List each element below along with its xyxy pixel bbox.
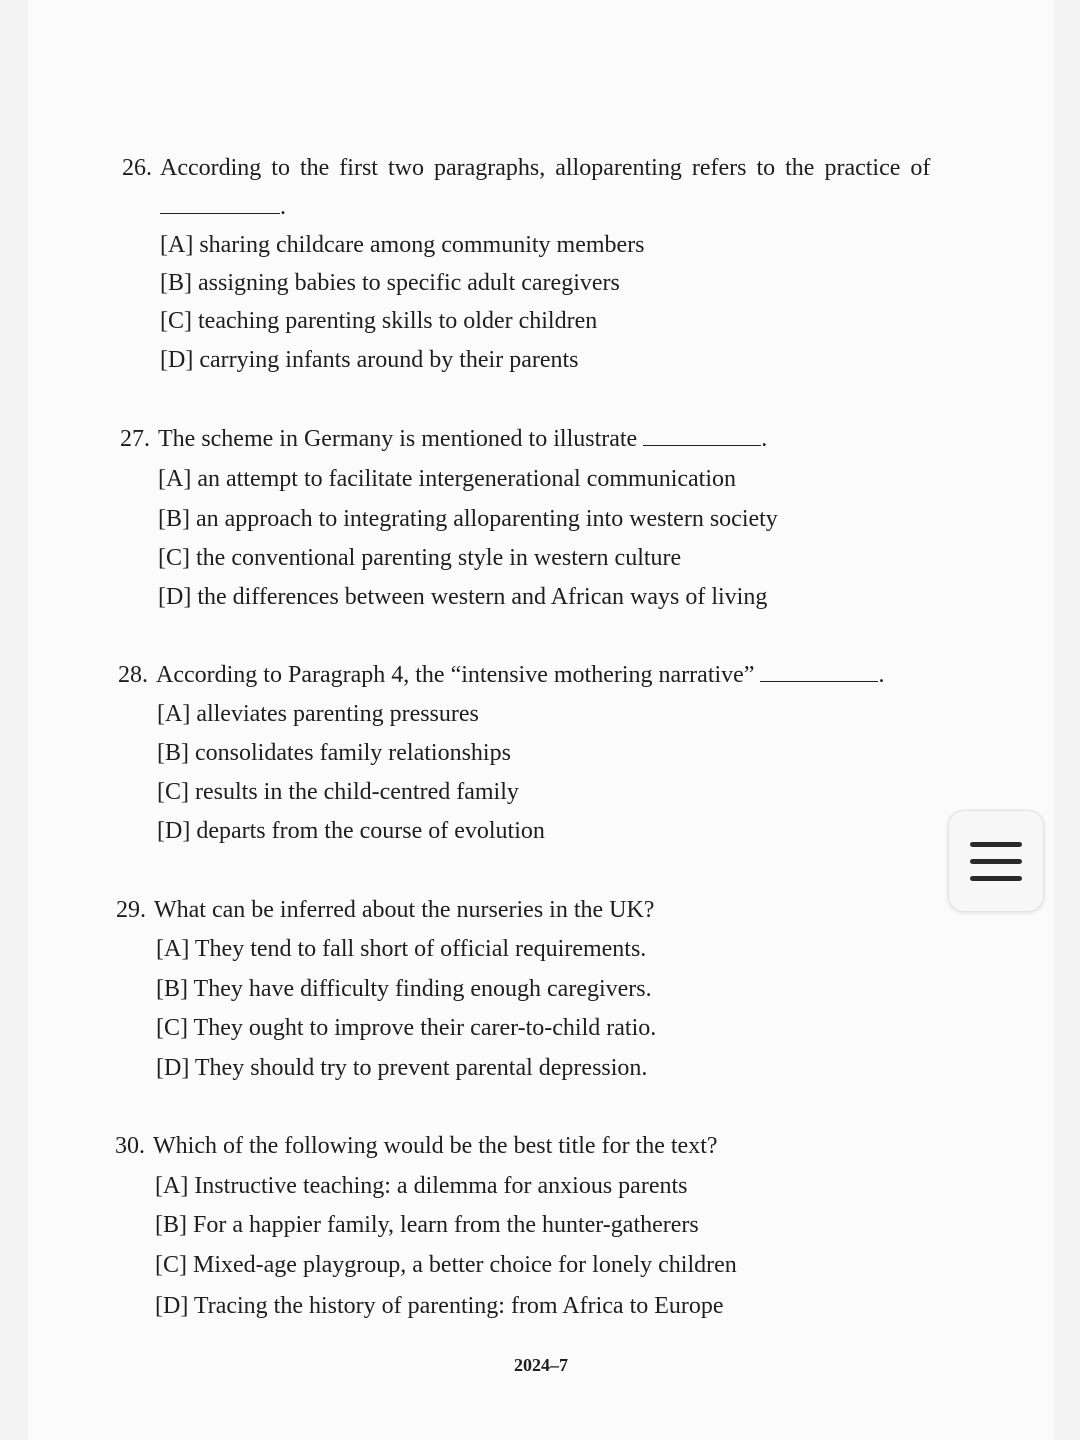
answer-blank bbox=[160, 193, 280, 214]
question-27-option-c: [C] the conventional parenting style in western culture bbox=[158, 545, 682, 571]
page-number: 2024–7 bbox=[514, 1355, 568, 1375]
answer-blank bbox=[643, 425, 761, 446]
question-27-option-b: [B] an approach to integrating alloparenting into western society bbox=[158, 506, 778, 532]
answer-blank bbox=[760, 661, 878, 682]
question-26-option-a: [A] sharing childcare among community members bbox=[160, 232, 645, 258]
menu-button[interactable] bbox=[948, 810, 1044, 912]
question-27-option-d: [D] the differences between western and African ways of living bbox=[158, 584, 768, 610]
question-28-stem: 28. According to Paragraph 4, the “intensive mothering narrative” . bbox=[118, 662, 885, 688]
question-26-option-b: [B] assigning babies to specific adult caregivers bbox=[160, 270, 620, 296]
question-30-option-d: [D] Tracing the history of parenting: from Africa to Europe bbox=[155, 1293, 724, 1319]
hamburger-menu-icon bbox=[970, 876, 1022, 881]
question-30-option-a: [A] Instructive teaching: a dilemma for anxious parents bbox=[155, 1173, 688, 1199]
question-29-stem: 29. What can be inferred about the nurseries in the UK? bbox=[116, 897, 655, 923]
question-30-stem: 30. Which of the following would be the best title for the text? bbox=[115, 1133, 718, 1159]
question-29-option-b: [B] They have difficulty finding enough caregivers. bbox=[156, 976, 652, 1002]
question-26-blank-line: . bbox=[160, 192, 286, 222]
question-27-option-a: [A] an attempt to facilitate intergenerational communication bbox=[158, 466, 737, 492]
question-28-option-c: [C] results in the child-centred family bbox=[157, 779, 519, 805]
document-page bbox=[28, 0, 1054, 1440]
question-30-option-b: [B] For a happier family, learn from the hunter-gatherers bbox=[155, 1212, 699, 1238]
question-28-option-a: [A] alleviates parenting pressures bbox=[157, 701, 479, 727]
question-28-option-b: [B] consolidates family relationships bbox=[157, 740, 511, 766]
question-30-option-c: [C] Mixed-age playgroup, a better choice for lonely children bbox=[155, 1252, 737, 1278]
question-26-stem: 26. According to the first two paragraphs, alloparenting refers to the practice of bbox=[122, 155, 931, 181]
question-29-option-a: [A] They tend to fall short of official requirements. bbox=[156, 936, 647, 962]
hamburger-menu-icon bbox=[970, 859, 1022, 864]
question-28-option-d: [D] departs from the course of evolution bbox=[157, 818, 545, 844]
question-26-option-d: [D] carrying infants around by their parents bbox=[160, 347, 579, 373]
hamburger-menu-icon bbox=[970, 842, 1022, 847]
question-27-stem: 27. The scheme in Germany is mentioned to illustrate . bbox=[120, 426, 768, 452]
question-26-option-c: [C] teaching parenting skills to older children bbox=[160, 308, 598, 334]
question-29-option-c: [C] They ought to improve their carer-to-child ratio. bbox=[156, 1015, 657, 1041]
question-29-option-d: [D] They should try to prevent parental depression. bbox=[156, 1055, 648, 1081]
